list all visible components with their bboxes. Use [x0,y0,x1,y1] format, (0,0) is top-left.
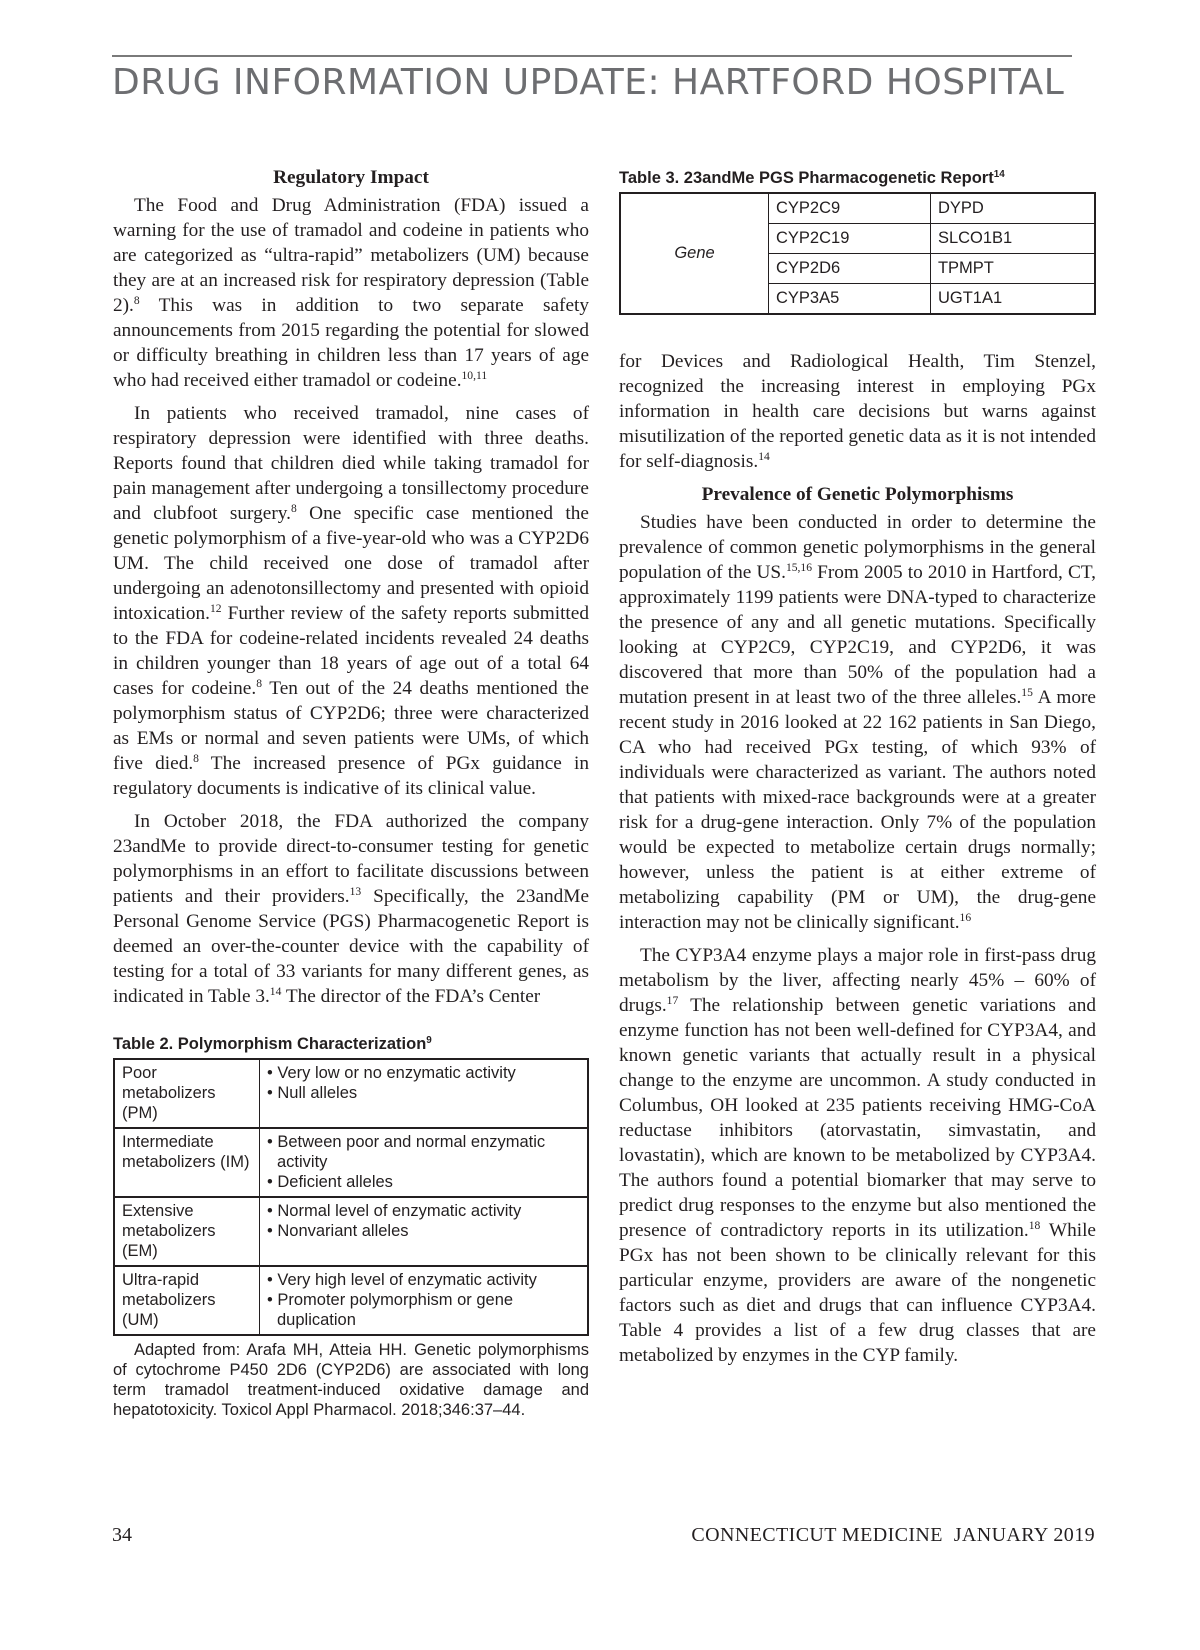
table-cell-bullets [260,1059,589,1128]
table-cell-label: Poor metabolizers (PM) [114,1059,260,1128]
header-title: DRUG INFORMATION UPDATE: HARTFORD HOSPITAL [112,62,1065,103]
gene-cell: CYP3A5 [769,284,931,315]
bullet-item: • Very low or no enzymatic activity [267,1064,516,1082]
right-paragraph-1 [619,349,1096,474]
bullet-item: • Normal level of enzymatic activity [267,1202,522,1220]
reference-mark: 8 [133,294,140,308]
text-run: One specific case mentioned the genetic polymorphism of a five-year-old who was a CYP2D6 UM. The child received one dose of tramadol after undergoing an adenotonsillectomy and presented with opioid intoxication. [113,503,589,624]
right-column [619,167,1096,1376]
table-cell-bullets [260,1197,589,1266]
bullet-item: • Promoter polymorphism or gene duplication [267,1291,514,1329]
table-cell-bullets [260,1128,589,1197]
reference-mark: 13 [349,885,362,899]
table-3 [619,192,1096,315]
table-row [114,1266,588,1335]
text-run: From 2005 to 2010 in Hartford, CT, approximately 1199 patients were DNA-typed to characterize the presence of any and all genetic mutations. Specifically looking at CYP2C9, CYP2C19, and CYP2D6, it was discovered that more than 50% of the population had a mutation present in at least two of the three alleles. [619,562,1096,708]
table-row [114,1059,588,1128]
text-run: Further review of the safety reports submitted to the FDA for codeine-related incidents revealed 24 deaths in children younger than 18 years of age out of a total 64 cases for codeine. [113,603,589,699]
left-paragraph-1 [113,193,589,393]
caption-text: Table 3. 23andMe PGS Pharmacogenetic Report [619,169,994,187]
reference-mark: 9 [426,1035,432,1047]
text-run: The Food and Drug Administration (FDA) issued a warning for the use of tramadol and codeine in patients who are categorized as “ultra-rapid” metabolizers (UM) because they are at an increased risk for respiratory depression (Table 2). [113,195,589,316]
text-run: In October 2018, the FDA authorized the company 23andMe to provide direct-to-consumer testing for genetic polymorphisms in an effort to facilitate discussions between patients and their providers. [113,811,589,907]
table-cell-bullets [260,1266,589,1335]
text-run: While PGx has not been shown to be clinically relevant for this particular enzyme, providers are aware of the nongenetic factors such as diet and drugs that can influence CYP3A4. Table 4 provides a list of a few drug classes that are metabolized by enzymes in the CYP family. [619,1220,1096,1366]
text-run: The relationship between genetic variations and enzyme function has not been well-defined for CYP3A4, and known genetic variants that actually result in a physical change to the enzyme are uncommon. A study conducted in Columbus, OH looked at 235 patients receiving HMG-CoA reductase inhibitors (atorvastatin, simvastatin, and lovastatin), which are known to be metabolized by CYP3A4. The authors found a potential biomarker that may serve to predict drug responses to the enzyme but also mentioned the presence of contradictory reports in its utilization. [619,995,1096,1241]
table-3-caption [619,167,1096,189]
reference-mark: 14 [269,985,282,999]
table-2-source: Adapted from: Arafa MH, Atteia HH. Genetic polymorphisms of cytochrome P450 2D6 (CYP2D6) are associated with long term tramadol treatment-induced oxidative damage and hepatotoxicity. Toxicol Appl Pharmacol. 2018;346:37–44. [113,1341,589,1419]
text-run: The director of the FDA’s Center [281,986,541,1007]
bullet-item: • Nonvariant alleles [267,1222,409,1240]
header-rule [112,55,1072,57]
table-row [114,1197,588,1266]
reference-mark: 18 [1028,1219,1041,1233]
right-paragraph-3 [619,943,1096,1368]
reference-mark: 8 [256,677,262,691]
right-paragraph-2 [619,510,1096,935]
reference-mark: 14 [758,450,770,464]
text-run: The increased presence of PGx guidance in regulatory documents is indicative of its clinical value. [113,753,589,799]
reference-mark: 10,11 [461,369,488,383]
gene-cell: TPMPT [930,254,1095,284]
gene-cell: CYP2C9 [769,193,931,224]
table-row [620,193,1095,224]
table-cell-label: Ultra-rapid metabolizers (UM) [114,1266,260,1335]
reference-mark: 15,16 [785,561,812,575]
text-run: Specifically, the 23andMe Personal Genome Service (PGS) Pharmacogenetic Report is deemed an over-the-counter device with the capability of testing for a total of 33 variants for many different genes, as indicated in Table 3. [113,886,589,1007]
text-run: for Devices and Radiological Health, Tim Stenzel, recognized the increasing interest in employing PGx information in health care decisions but warns against misutilization of the reported genetic data as it is not intended for self-diagnosis. [619,351,1096,472]
table-cell-label: Intermediate metabolizers (IM) [114,1128,260,1197]
bullet-item: • Null alleles [267,1084,358,1102]
table-row [114,1128,588,1197]
left-paragraph-3 [113,809,589,1009]
gene-cell: UGT1A1 [930,284,1095,315]
reference-mark: 8 [290,502,297,516]
page-number: 34 [112,1524,132,1546]
text-run: The CYP3A4 enzyme plays a major role in first-pass drug metabolism by the liver, affecting nearly 45% – 60% of drugs. [619,945,1096,1016]
table-2-caption [113,1033,589,1055]
bullet-item: • Between poor and normal enzymatic activity [267,1133,546,1171]
bullet-item: • Very high level of enzymatic activity [267,1271,537,1289]
table-2 [113,1058,589,1336]
reference-mark: 14 [993,169,1005,181]
caption-text: Table 2. Polymorphism Characterization [113,1035,427,1053]
text-run: A more recent study in 2016 looked at 22 162 patients in San Diego, CA who had received PGx testing, of which 93% of individuals were characterized as variant. The authors noted that patients with mixed-race backgrounds were at a greater risk for a drug-gene interaction. Only 7% of the population would be expected to metabolize certain drugs normally; however, unless the patient is at either extreme of metabolizing capability (PM or UM), the drug-gene interaction may not be clinically significant. [619,687,1096,933]
text-run: Ten out of the 24 deaths mentioned the polymorphism status of CYP2D6; three were characterized as EMs or normal and seven patients were UMs, of which five died. [113,678,589,774]
prevalence-heading: Prevalence of Genetic Polymorphisms [701,484,1014,505]
reference-mark: 15 [1021,686,1033,700]
text-run: This was in addition to two separate safety announcements from 2015 regarding the potential for slowed or difficulty breathing in children less than 17 years of age who had received either tramadol or codeine. [113,295,589,391]
gene-label-cell: Gene [620,193,769,314]
left-column [113,165,589,1428]
regulatory-heading: Regulatory Impact [273,167,429,188]
publication-footer: CONNECTICUT MEDICINE JANUARY 2019 [691,1524,1095,1546]
gene-cell: DYPD [930,193,1095,224]
table-cell-label: Extensive metabolizers (EM) [114,1197,260,1266]
gene-cell: CYP2C19 [769,224,931,254]
left-paragraph-2 [113,401,589,801]
gene-cell: CYP2D6 [769,254,931,284]
reference-mark: 17 [666,994,679,1008]
reference-mark: 16 [959,911,972,925]
bullet-item: • Deficient alleles [267,1173,393,1191]
reference-mark: 12 [209,602,222,616]
text-run: Studies have been conducted in order to determine the prevalence of common genetic polymorphisms in the general population of the US. [619,512,1096,583]
reference-mark: 8 [193,752,199,766]
gene-cell: SLCO1B1 [930,224,1095,254]
text-run: In patients who received tramadol, nine cases of respiratory depression were identified with three deaths. Reports found that children died while taking tramadol for pain management after undergoing a tonsillectomy procedure and clubfoot surgery. [113,403,589,524]
